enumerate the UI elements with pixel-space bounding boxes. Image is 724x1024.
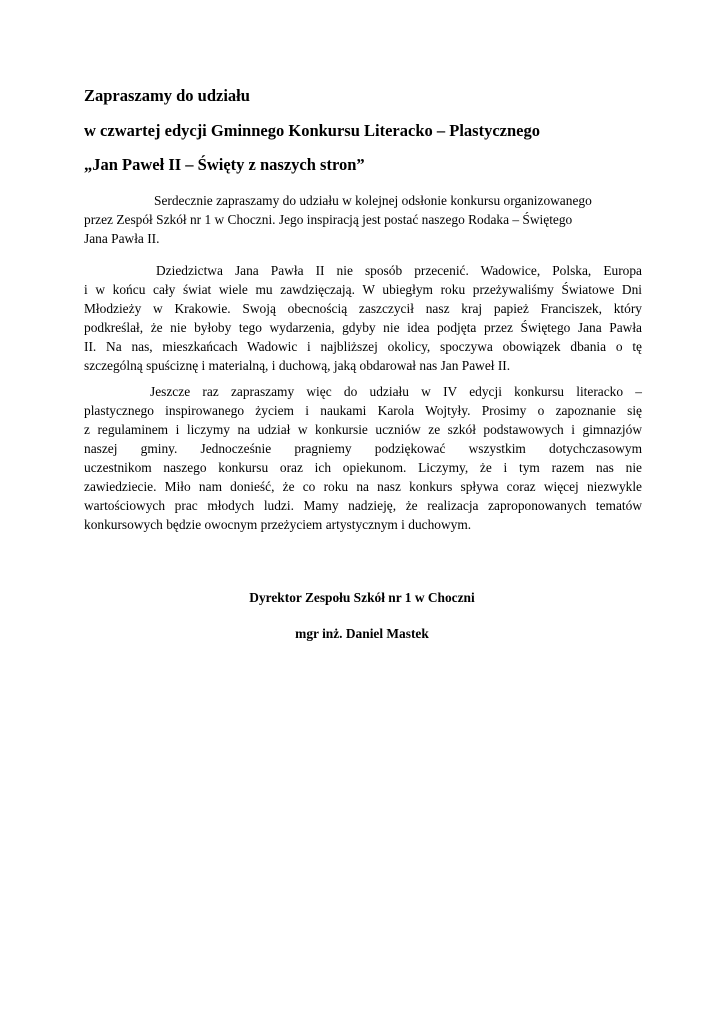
paragraph-line: z regulaminem i liczymy na udział w konkursie uczniów ze szkół podstawowych i gimnazjów <box>84 422 642 437</box>
paragraph-line: konkursowych będzie owocnym przeżyciem artystycznym i duchowym. <box>84 517 472 532</box>
heading-invitation: Zapraszamy do udziału <box>84 86 250 105</box>
paragraph-text: Serdecznie zapraszamy do udziału w kolejnej odsłonie konkursu organizowanego <box>154 193 592 208</box>
paragraph-line <box>84 261 642 280</box>
heading-edition: w czwartej edycji Gminnego Konkursu Literacko – Plastycznego <box>84 121 540 140</box>
paragraph-line: wartościowych prac młodych ludzi. Mamy nadzieję, że realizacja zaproponowanych tematów <box>84 498 642 513</box>
paragraph-line <box>84 191 642 210</box>
paragraph-text: Jeszcze raz zapraszamy więc do udziału w IV edycji konkursu literacko – <box>150 384 642 399</box>
paragraph-line: zawiedziecie. Miło nam donieść, że co roku na nasz konkurs spływa coraz więcej niezwykle <box>84 479 642 494</box>
paragraph-line: II. Na nas, mieszkańcach Wadowic i najbliższej okolicy, spoczywa obowiązek dbania o tę <box>84 339 642 354</box>
paragraph-line: szczególną spuściznę i materialną, i duchową, jaką obdarował nas Jan Paweł II. <box>84 358 511 373</box>
paragraph-intro <box>84 191 642 248</box>
paragraph-line: przez Zespół Szkół nr 1 w Choczni. Jego inspiracją jest postać naszego Rodaka – Świętego <box>84 212 573 227</box>
signature-title: Dyrektor Zespołu Szkół nr 1 w Choczni <box>249 590 475 605</box>
paragraph-line: i w końcu cały świat wiele mu zawdzięczają. W ubiegłym roku przeżywaliśmy Światowe Dni <box>84 282 642 297</box>
paragraph-line: uczestnikom naszego konkursu oraz ich opiekunom. Liczymy, że i tym razem nas nie <box>84 460 642 475</box>
paragraph-line: plastycznego inspirowanego życiem i naukami Karola Wojtyły. Prosimy o zapoznanie się <box>84 403 642 418</box>
paragraph-line <box>84 382 642 401</box>
paragraph-legacy <box>84 261 642 375</box>
paragraph-line: podkreślał, że nie byłoby tego wydarzenia, gdyby nie idea podjęta przez Świętego Jana Pawła <box>84 320 642 335</box>
signature-name: mgr inż. Daniel Mastek <box>295 626 429 641</box>
paragraph-text: Dziedzictwa Jana Pawła II nie sposób przecenić. Wadowice, Polska, Europa <box>156 263 642 278</box>
paragraph-invitation-again <box>84 382 642 534</box>
heading-contest-title: „Jan Paweł II – Święty z naszych stron” <box>84 155 365 174</box>
paragraph-line: Młodzieży w Krakowie. Swoją obecnością zaszczycił nasz kraj papież Franciszek, który <box>84 301 642 316</box>
paragraph-line: naszej gminy. Jednocześnie pragniemy podziękować wszystkim dotychczasowym <box>84 441 642 456</box>
paragraph-line: Jana Pawła II. <box>84 231 160 246</box>
